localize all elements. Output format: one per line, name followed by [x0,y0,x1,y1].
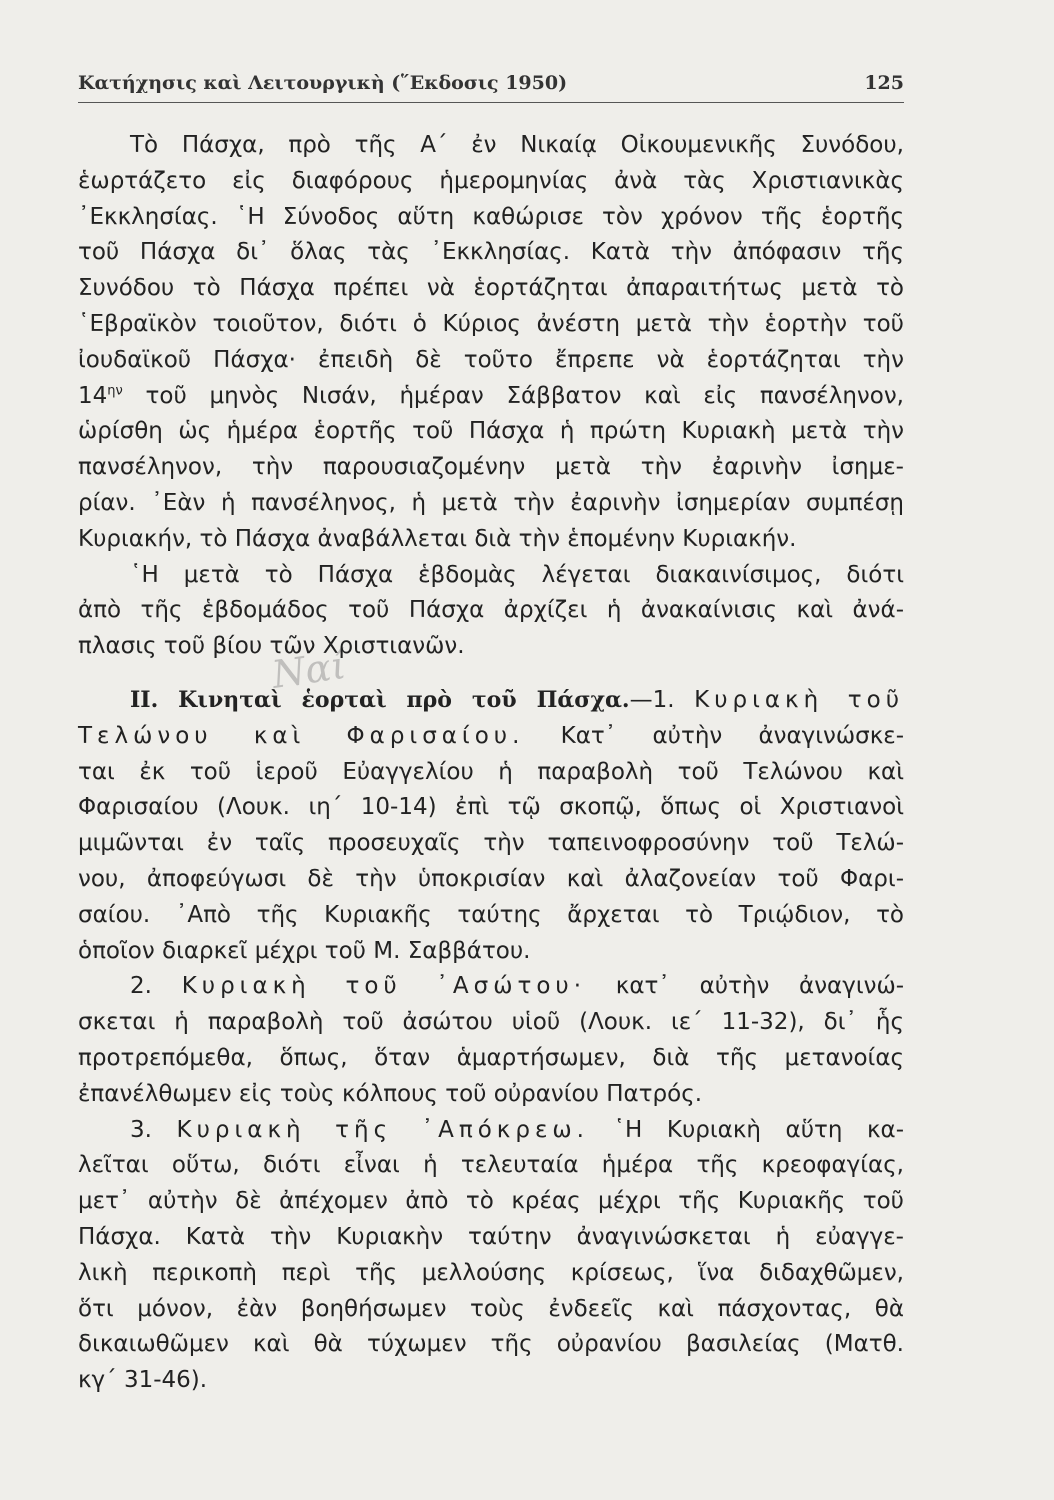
ordinal-suffix: ην [107,382,123,398]
day-number: 14 [78,382,108,409]
line-text: κατ᾿ αὐτὴν ἀναγινώ- [615,973,905,1000]
page-body [78,128,904,1399]
text-line: Τὸ Πάσχα, πρὸ τῆς Α΄ ἐν Νικαίᾳ Οἰκουμενικῆς Συνόδου, [130,132,904,158]
text-line: ται ἐκ τοῦ ἱεροῦ Εὐαγγελίου ἡ παραβολὴ τοῦ Τελώνου καὶ [78,758,904,785]
text-line: λεῖται οὕτω, διότι εἶναι ἡ τελευταία ἡμέρα τῆς κρεοφαγίας, [78,1152,904,1179]
section-heading-line [78,683,904,719]
item-number: —1. [629,686,675,713]
text-line: Συνόδου τὸ Πάσχα πρέπει νὰ ἑορτάζηται ἀπαραιτήτως μετὰ τὸ [78,275,904,302]
item-title: Κυριακὴ τοῦ [694,686,905,713]
text-line: πανσέληνον, τὴν παρουσιαζομένην μετὰ τὴν ἐαρινὴν ἰσημε- [78,454,904,481]
header-rule [78,102,904,103]
pencil-margin-note: Ναί [269,643,349,697]
item-number: 2. [130,973,152,1000]
text-line: ὡρίσθη ὡς ἡμέρα ἑορτῆς τοῦ Πάσχα ἡ πρώτη Κυριακὴ μετὰ τὴν [78,418,904,445]
text-line: Πάσχα. Κατὰ τὴν Κυριακὴν ταύτην ἀναγινώσκεται ἡ εὐαγγε- [78,1223,904,1250]
text-line: ῾Η μετὰ τὸ Πάσχα ἑβδομὰς λέγεται διακαινίσιμος, διότι [130,561,904,588]
text-line: κγ΄ 31-46). [78,1367,208,1394]
text-line: νου, ἀποφεύγωσι δὲ τὴν ὑποκρισίαν καὶ ἀλαζονείαν τοῦ Φαρι- [78,865,904,892]
text-line: Κυριακήν, τὸ Πάσχα ἀναβάλλεται διὰ τὴν ἑπομένην Κυριακήν. [78,525,797,552]
line-text: ῾Η Κυριακὴ αὕτη κα- [613,1116,905,1143]
text-line [78,719,904,755]
line-text: Κατ᾿ αὐτὴν ἀναγινώσκε- [560,722,905,749]
text-line: σαίου. ᾿Απὸ τῆς Κυριακῆς ταύτης ἄρχεται τὸ Τριῴδιον, τὸ [78,901,904,928]
text-line: ὁποῖον διαρκεῖ μέχρι τοῦ Μ. Σαββάτου. [78,937,531,964]
text-line [78,969,904,1005]
item-title: Κυριακὴ τῆς ᾿Απόκρεω. [176,1116,589,1143]
text-line: τοῦ Πάσχα δι᾿ ὅλας τὰς ᾿Εκκλησίας. Κατὰ τὴν ἀπόφασιν τῆς [78,239,904,266]
text-line: μιμῶνται ἐν ταῖς προσευχαῖς τὴν ταπεινοφροσύνην τοῦ Τελώ- [78,830,904,857]
text-line: δικαιωθῶμεν καὶ θὰ τύχωμεν τῆς οὐρανίου βασιλείας (Ματθ. [78,1331,904,1358]
text-line: σκεται ἡ παραβολὴ τοῦ ἀσώτου υἱοῦ (Λουκ. ιε΄ 11-32), δι᾿ ἧς [78,1009,904,1036]
header-title: Κατήχησις καὶ Λειτουργικὴ (῞Εκδοσις 1950) [78,72,568,94]
section-heading: ΙΙ. Κινηταὶ ἑορταὶ πρὸ τοῦ Πάσχα. [130,686,630,713]
text-line: προτρεπόμεθα, ὅπως, ὅταν ἁμαρτήσωμεν, διὰ τῆς μετανοίας [78,1044,904,1071]
text-line: ᾿Εκκλησίας. ῾Η Σύνοδος αὕτη καθώρισε τὸν χρόνον τῆς ἑορτῆς [78,203,904,230]
text-line: ῾Εβραϊκὸν τοιοῦτον, διότι ὁ Κύριος ἀνέστη μετὰ τὴν ἑορτὴν τοῦ [78,310,904,337]
line-text: τοῦ μηνὸς Νισάν, ἡμέραν Σάββατον καὶ εἰς πανσέληνον, [122,382,904,409]
text-line: πλασις τοῦ βίου τῶν Χριστιανῶν. [78,633,465,660]
page-number: 125 [864,72,904,94]
item-title: Τελώνου καὶ Φαρισαίου. [78,722,525,749]
text-line: Φαρισαίου (Λουκ. ιη΄ 10-14) ἐπὶ τῷ σκοπῷ, ὅπως οἱ Χριστιανοὶ [78,794,904,821]
text-line: ρίαν. ᾿Εὰν ἡ πανσέληνος, ἡ μετὰ τὴν ἐαρινὴν ἰσημερίαν συμπέσῃ [78,489,904,516]
text-line: ἰουδαϊκοῦ Πάσχα· ἐπειδὴ δὲ τοῦτο ἔπρεπε νὰ ἑορτάζηται τὴν [78,346,904,373]
text-line [78,379,904,415]
text-line: λικὴ περικοπὴ περὶ τῆς μελλούσης κρίσεως, ἵνα διδαχθῶμεν, [78,1259,904,1286]
text-line: ἑωρτάζετο εἰς διαφόρους ἡμερομηνίας ἀνὰ τὰς Χριστιανικὰς [78,167,904,194]
text-line: ὅτι μόνον, ἐὰν βοηθήσωμεν τοὺς ἐνδεεῖς καὶ πάσχοντας, θὰ [78,1295,904,1322]
text-line: ἀπὸ τῆς ἑβδομάδος τοῦ Πάσχα ἀρχίζει ἡ ἀνακαίνισις καὶ ἀνά- [78,597,904,624]
item-number: 3. [130,1116,152,1143]
item-title: Κυριακὴ τοῦ ᾿Ασώτου· [181,973,587,1000]
text-line [78,1113,904,1149]
text-line: ἐπανέλθωμεν εἰς τοὺς κόλπους τοῦ οὐρανίου Πατρός. [78,1080,703,1107]
text-line: μετ᾿ αὐτὴν δὲ ἀπέχομεν ἀπὸ τὸ κρέας μέχρι τῆς Κυριακῆς τοῦ [78,1188,904,1215]
